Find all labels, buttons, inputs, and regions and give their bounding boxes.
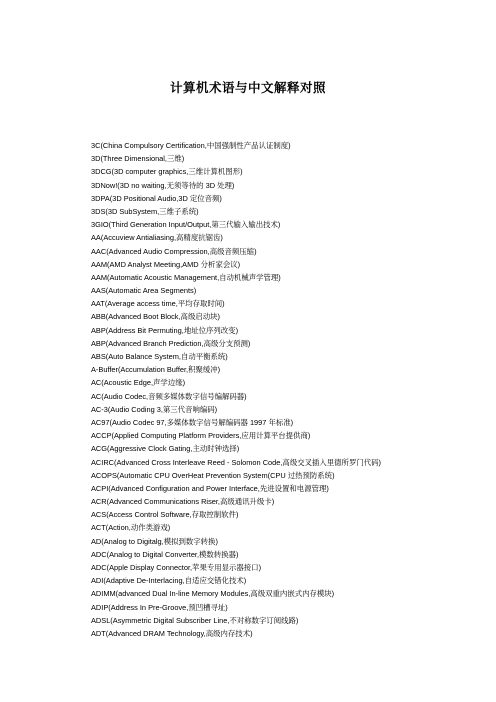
glossary-entry: A-Buffer(Accumulation Buffer,积聚缓冲) [91, 365, 221, 375]
document-title: 计算机术语与中文解释对照 [169, 80, 326, 95]
glossary-entry: 3D(Three Dimensional,三维) [91, 154, 185, 164]
glossary-entry: ADSL(Asymmetric Digital Subscriber Line,不对称数字订阅线路) [91, 615, 299, 625]
glossary-entry: AAM(AMD Analyst Meeting,AMD 分析家会议) [91, 259, 241, 269]
glossary-entry: AC(Acoustic Edge,声学边缘) [91, 378, 186, 388]
glossary-entry: ABP(Address Bit Permuting,地址位序列改变) [91, 325, 239, 335]
glossary-entry: ACT(Action,动作类游戏) [91, 523, 171, 533]
glossary-entry: 3DS(3D SubSystem,三维子系统) [91, 206, 199, 216]
glossary-entry: ABS(Auto Balance System,自动平衡系统) [91, 352, 228, 361]
glossary-entry: AA(Accuview Antialiasing,高精度抗锯齿) [91, 233, 223, 243]
glossary-entry: 3DCG(3D computer graphics,三维计算机图形) [91, 167, 243, 177]
glossary-entry: AAT(Average access time,平均存取时间) [91, 299, 225, 309]
glossary-entry: ADC(Apple Display Connector,苹果专用显示器接口) [91, 563, 262, 572]
glossary-entry: 3C(China Compulsory Certification,中国强制性产品认证制度) [91, 141, 291, 150]
glossary-entry: ADIP(Address In Pre-Groove,预凹槽寻址) [91, 602, 228, 612]
glossary-entry: ACR(Advanced Communications Riser,高级通讯升级卡) [91, 497, 275, 507]
glossary-entry: ADI(Adaptive De-Interlacing,自适应交错化技术) [91, 576, 247, 586]
glossary-entry: AC97(Audio Codec 97,多媒体数字信号解编码器 1997 年标准) [91, 417, 294, 427]
glossary-entry: ACG(Aggressive Clock Gating,主动时钟选择) [91, 444, 240, 454]
glossary-entry: AC(Audio Codec,音频多媒体数字信号编解码器) [91, 391, 247, 401]
glossary-entry: ADIMM(advanced Dual In-line Memory Modules,高级双重内嵌式内存模块) [91, 589, 335, 599]
glossary-entry: AD(Analog to Digitalg,模拟到数字转换) [91, 536, 218, 546]
glossary-entry: ACCP(Applied Computing Platform Providers,应用计算平台提供商) [91, 431, 311, 441]
glossary-entry: ACPI(Advanced Configuration and Power Interface,先进设置和电源管理) [91, 483, 329, 493]
glossary-entry: ACIRC(Advanced Cross Interleave Reed - Solomon Code,高级交叉插入里德所罗门代码) [91, 457, 381, 467]
glossary-entry: AAS(Automatic Area Segments) [91, 286, 197, 296]
glossary-entry: ABB(Advanced Boot Block,高级启动块) [91, 312, 220, 322]
glossary-entry: ACS(Access Control Software,存取控制软件) [91, 510, 239, 520]
glossary-entry: 3DNow!(3D no waiting,无须等待的 3D 处理) [91, 180, 235, 190]
glossary-entry: ACOPS(Automatic CPU OverHeat Prevention System(CPU 过热预防系统) [91, 470, 335, 480]
glossary-list [91, 139, 486, 640]
glossary-entry: ADC(Analog to Digital Converter,模数转换器) [91, 549, 239, 559]
glossary-entry: AAM(Automatic Acoustic Management,自动机械声学管理) [91, 272, 281, 282]
glossary-entry: ADT(Advanced DRAM Technology,高级内存技术) [91, 628, 253, 638]
glossary-entry: 3DPA(3D Positional Audio,3D 定位音频) [91, 193, 222, 203]
glossary-entry: 3GIO(Third Generation Input/Output,第三代输入输出技术) [91, 220, 281, 230]
glossary-entry: AAC(Advanced Audio Compression,高级音频压缩) [91, 246, 257, 256]
glossary-entry: AC-3(Audio Coding 3,第三代音响编码) [91, 404, 218, 414]
glossary-entry: ABP(Advanced Branch Prediction,高级分支预测) [91, 338, 251, 348]
